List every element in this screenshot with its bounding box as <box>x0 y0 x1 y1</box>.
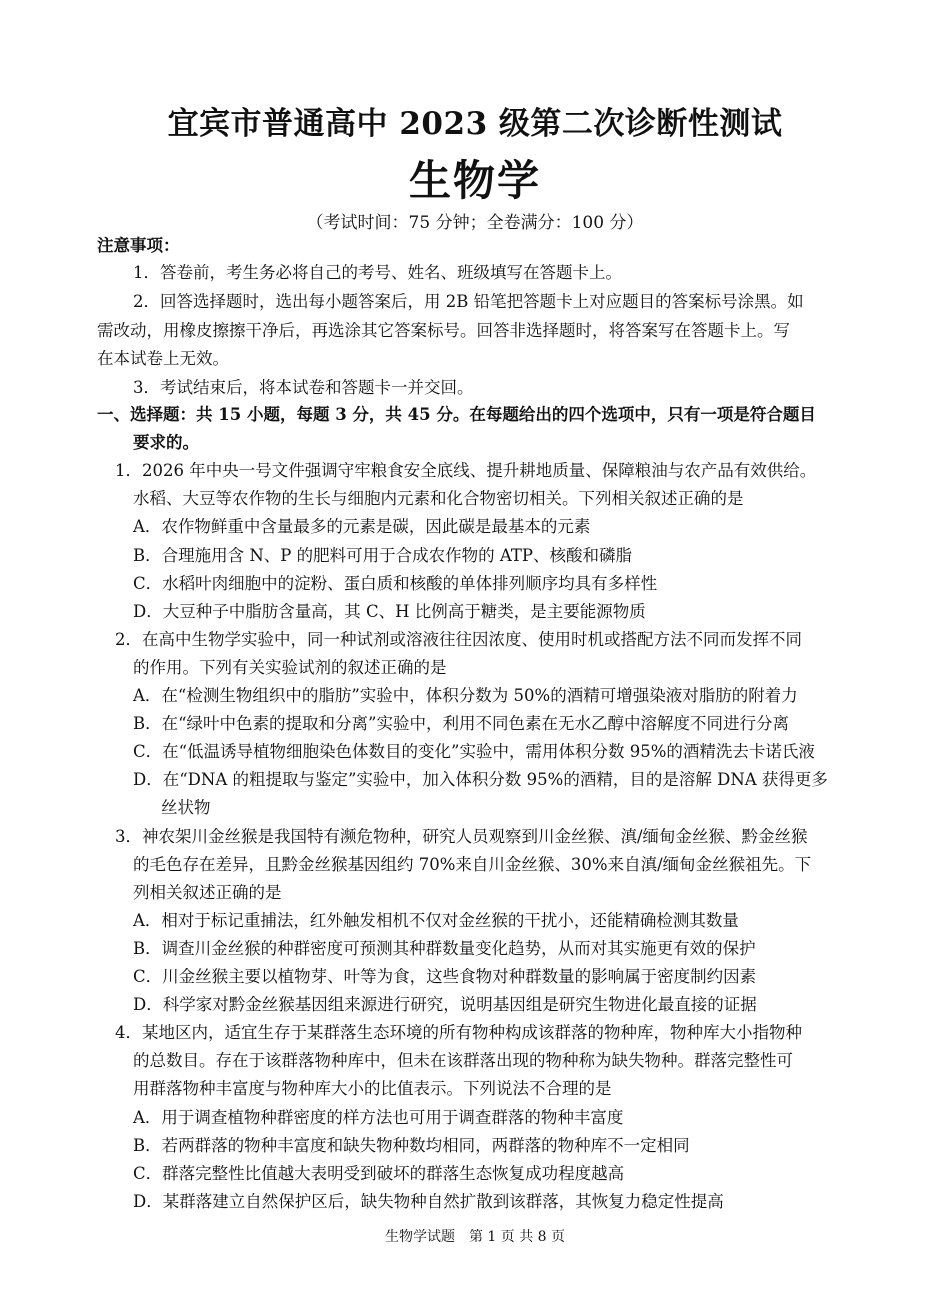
question-option: D．在“DNA 的粗提取与鉴定”实验中，加入体积分数 95%的酒精，目的是溶解 DNA 获得更多 <box>133 770 828 789</box>
question-option: C．在“低温诱导植物细胞染色体数目的变化”实验中，需用体积分数 95%的酒精洗去卡诺氏液 <box>133 742 815 761</box>
question-stem: 3．神农架川金丝猴是我国特有濒危物种，研究人员观察到川金丝猴、滇/缅甸金丝猴、黔金丝猴 <box>115 827 808 846</box>
question-stem: 的毛色存在差异，且黔金丝猴基因组约 70%来自川金丝猴、30%来自滇/缅甸金丝猴祖先。下 <box>133 855 812 874</box>
question-stem: 水稻、大豆等农作物的生长与细胞内元素和化合物密切相关。下列相关叙述正确的是 <box>133 489 744 508</box>
question-option: B．调查川金丝猴的种群密度可预测其种群数量变化趋势，从而对其实施更有效的保护 <box>133 939 756 958</box>
question-option: C．群落完整性比值越大表明受到破坏的群落生态恢复成功程度越高 <box>133 1164 625 1183</box>
question-option-cont: 丝状物 <box>161 798 211 817</box>
question-stem: 的作用。下列有关实验试剂的叙述正确的是 <box>133 658 447 677</box>
section-heading: 一、选择题：共 15 小题，每题 3 分，共 45 分。在每题给出的四个选项中，只有一项是符合题目 <box>97 405 816 424</box>
page-footer: 生物学试题 第 1 页 共 8 页 <box>384 1229 566 1245</box>
question-option: B．若两群落的物种丰富度和缺失物种数均相同，两群落的物种库不一定相同 <box>133 1136 690 1155</box>
subject-title: 生物学 <box>408 156 541 205</box>
question-option: D．科学家对黔金丝猴基因组来源进行研究，说明基因组是研究生物进化最直接的证据 <box>133 995 757 1014</box>
notice-item: 1．答卷前，考生务必将自己的考号、姓名、班级填写在答题卡上。 <box>133 263 622 282</box>
question-option: D．大豆种子中脂肪含量高，其 C、H 比例高于糖类，是主要能源物质 <box>133 602 646 621</box>
question-option: C．水稻叶肉细胞中的淀粉、蛋白质和核酸的单体排列顺序均具有多样性 <box>133 574 658 593</box>
exam-title: 宜宾市普通高中 2023 级第二次诊断性测试 <box>167 106 783 142</box>
question-option: A．用于调查植物种群密度的样方法也可用于调查群落的物种丰富度 <box>133 1108 624 1127</box>
notice-item: 3．考试结束后，将本试卷和答题卡一并交回。 <box>133 378 474 397</box>
question-option: D．某群落建立自然保护区后，缺失物种自然扩散到该群落，其恢复力稳定性提高 <box>133 1192 724 1211</box>
question-option: B．在“绿叶中色素的提取和分离”实验中，利用不同色素在无水乙醇中溶解度不同进行分离 <box>133 714 789 733</box>
question-stem: 4．某地区内，适宜生存于某群落生态环境的所有物种构成该群落的物种库，物种库大小指物种 <box>115 1023 802 1042</box>
notice-item: 需改动，用橡皮擦擦干净后，再选涂其它答案标号。回答非选择题时，将答案写在答题卡上。写 <box>97 321 790 340</box>
notice-item: 在本试卷上无效。 <box>97 349 229 368</box>
notice-heading: 注意事项： <box>97 236 180 255</box>
question-stem: 1．2026 年中央一号文件强调守牢粮食安全底线、提升耕地质量、保障粮油与农产品有效供给。 <box>115 461 817 480</box>
section-heading-cont: 要求的。 <box>133 433 199 452</box>
question-stem: 的总数目。存在于该群落物种库中，但未在该群落出现的物种称为缺失物种。群落完整性可 <box>133 1051 793 1070</box>
exam-info: （考试时间：75 分钟；全卷满分：100 分） <box>306 213 644 233</box>
question-option: B．合理施用含 N、P 的肥料可用于合成农作物的 ATP、核酸和磷脂 <box>133 546 633 565</box>
question-option: A．农作物鲜重中含量最多的元素是碳，因此碳是最基本的元素 <box>133 517 591 536</box>
notice-item: 2．回答选择题时，选出每小题答案后，用 2B 铅笔把答题卡上对应题目的答案标号涂黑。如 <box>133 292 804 311</box>
question-option: A．在“检测生物组织中的脂肪”实验中，体积分数为 50%的酒精可增强染液对脂肪的附着力 <box>133 686 798 705</box>
question-stem: 2．在高中生物学实验中，同一种试剂或溶液往往因浓度、使用时机或搭配方法不同而发挥不同 <box>115 630 802 649</box>
question-option: A．相对于标记重捕法，红外触发相机不仅对金丝猴的干扰小，还能精确检测其数量 <box>133 911 739 930</box>
question-option: C．川金丝猴主要以植物芽、叶等为食，这些食物对种群数量的影响属于密度制约因素 <box>133 967 757 986</box>
question-stem: 用群落物种丰富度与物种库大小的比值表示。下列说法不合理的是 <box>133 1079 612 1098</box>
question-stem: 列相关叙述正确的是 <box>133 883 282 902</box>
